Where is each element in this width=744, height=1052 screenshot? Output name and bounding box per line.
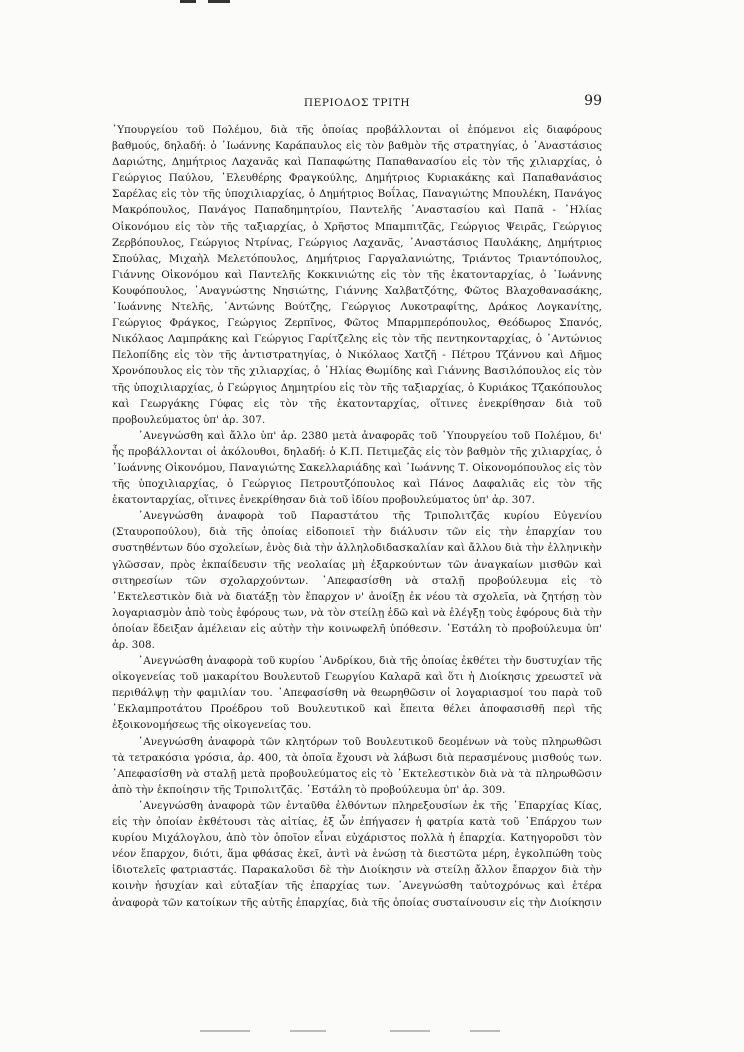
page-number: 99: [584, 93, 602, 109]
paragraph: ᾿Ανεγνώσθη ἀναφορὰ τοῦ Παραστάτου τῆς Τριπολιτζᾶς κυρίου Εὐγενίου (Σταυροπούλου), διὰ τῆς ὁποίας εἰδοποιεῖ τὴν διάλυσιν τῶν εἰς τὴν ἐπαρχίαν του συστηθέντων δύο σχολείων, ἑνὸς διὰ τὴν ἀλληλοδιδασκαλίαν καὶ ἄλλου διὰ τὴν ἑλληνικὴν γλῶσσαν, πρὸς ἐκπαίδευσιν τῆς νεολαίας μὴ ἐξαρκούντων τῶν ἀναγκαίων μισθῶν καὶ σιτηρεσίων τῶν σχολαρχούντων. ᾿Απεφασίσθη νὰ σταλῇ προβούλευμα εἰς τὸ ᾿Εκτελεστικὸν διὰ νὰ διατάξῃ τὸν ἔπαρχον ν' ἀνοίξῃ ἐκ νέου τὰ σχολεῖα, νὰ ζητήσῃ τὸν λογαριασμὸν ἀπὸ τοὺς ἐφόρους των, νὰ τὸν στείλῃ ἐδῶ καὶ νὰ ἐλέγξῃ τοὺς ἐφόρους διὰ τὴν ὁποίαν ἔδειξαν ἀμέλειαν εἰς αὐτὴν τὴν κοινωφελῆ ὑπόθεσιν. ᾿Εστάλη τὸ προβούλευμα ὑπ' ἀρ. 308.: [112, 510, 602, 651]
scan-edge-marks: [0, 0, 744, 8]
paragraph: ᾿Ανεγνώσθη καὶ ἄλλο ὑπ' ἀρ. 2380 μετὰ ἀναφορᾶς τοῦ ῾Υπουργείου τοῦ Πολέμου, δι' ἧς προβάλλονται οἱ ἀκόλουθοι, δηλαδή: ὁ Κ.Π. Πετιμεζᾶς εἰς τὸν βαθμὸν τῆς χιλιαρχίας, ὁ ᾿Ιωάννης Οἰκονόμου, Παναγιώτης Σακελλαριάδης καὶ ᾿Ιωάννης Τ. Οἰκονομόπουλος εἰς τὸν τῆς ὑποχιλιαρχίας, ὁ Γεώργιος Πετρουτζόπουλος καὶ Πάνος Δαφαλιᾶς εἰς τὸν τῆς ἑκατονταρχίας, οἵτινες ἐνεκρίθησαν διὰ τοῦ ἰδίου προβουλεύματος ὑπ' ἀρ. 307.: [112, 429, 602, 507]
scan-bottom-marks: [0, 1030, 744, 1036]
paragraph: ᾿Ανεγνώσθη ἀναφορὰ τῶν ἐνταῦθα ἐλθόντων πληρεξουσίων ἐκ τῆς ᾿Επαρχίας Κίας, εἰς τὴν ὁποίαν ἐκθέτουσι τὰς αἰτίας, ἐξ ὧν ἐπήγασεν ἡ φατρία κατὰ τοῦ ᾿Επάρχου των κυρίου Μιχάλογλου, ἀπὸ τὸν ὁποῖον εἶναι εὐχάριστος πολλὰ ἡ ἐπαρχία. Κατηγοροῦσι τὸν νέον ἔπαρχον, διότι, ἅμα φθάσας ἐκεῖ, ἀντὶ νὰ ἑνώσῃ τὰ διεστῶτα μέρη, ἐγκολπώθη τοὺς ἰδιοτελεῖς φατριαστάς. Παρακαλοῦσι δὲ τὴν Διοίκησιν νὰ στείλῃ ἄλλον ἔπαρχον διὰ τὴν κοινὴν ἡσυχίαν καὶ εὐταξίαν τῆς ἐπαρχίας των. ᾿Ανεγνώσθη ταὐτοχρόνως καὶ ἑτέρα ἀναφορὰ τῶν κατοίκων τῆς αὐτῆς ἐπαρχίας, διὰ τῆς ὁποίας συσταίνουσιν εἰς τὴν Διοίκησιν: [112, 799, 602, 909]
paragraph: ᾿Ανεγνώσθη ἀναφορὰ τοῦ κυρίου ᾿Ανδρίκου, διὰ τῆς ὁποίας ἐκθέτει τὴν δυστυχίαν τῆς οἰκογενείας τοῦ μακαρίτου Βουλευτοῦ Γεωργίου Καλαρᾶ καὶ ὅτι ἡ Διοίκησις χρεωστεῖ νὰ περιθάλψῃ τὴν φαμιλίαν του. ᾿Απεφασίσθη νὰ θεωρηθῶσιν οἱ λογαριασμοί του παρὰ τοῦ ᾿Εκλαμπροτάτου Προέδρου τοῦ Βουλευτικοῦ καὶ ἔπειτα θέλει ἀποφασισθῆ περὶ τῆς ἐξοικονομήσεως τῆς οἰκογενείας του.: [112, 655, 602, 732]
body-text: [112, 122, 602, 911]
paragraph: ῾Υπουργείου τοῦ Πολέμου, διὰ τῆς ὁποίας προβάλλονται οἱ ἑπόμενοι εἰς διαφόρους βαθμούς, δηλαδή: ὁ ᾿Ιωάννης Καράπαυλος εἰς τὸν βαθμὸν τῆς στρατηγίας, ὁ ᾿Αναστάσιος Δαριώτης, Δημήτριος Λαχανᾶς καὶ Παπαφώτης Παπαθανασίου εἰς τὸν τῆς χιλιαρχίας, ὁ Γεώργιος Παύλου, ᾿Ελευθέρης Φραγκούλης, Δημήτριος Κυριακάκης καὶ Παπαθανάσιος Σαρέλας εἰς τὸν τῆς ὑποχιλιαρχίας, ὁ Δημήτριος Βοΐλας, Παναγιώτης Μπουλέκη, Πανάγος Μακρόπουλος, Πανάγος Παπαδημητρίου, Παντελῆς ᾿Αναστασίου καὶ Παπᾶ - ᾿Ηλίας Οἰκονόμου εἰς τὸν τῆς ταξιαρχίας, ὁ Χρῆστος Μπαμπιτζᾶς, Γεώργιος Ψειρᾶς, Γεώργιος Ζερβόπουλος, Γεώργιος Ντρίνας, Γεώργιος Λαχανᾶς, ᾿Αναστάσιος Παυλάκης, Δημήτριος Σπούλας, Μιχαὴλ Μελετόπουλος, Δημήτριος Γαργαλανιώτης, Τριάντος Τριαντόπουλος, Γιάννης Οἰκονόμου καὶ Παντελῆς Κοκκινιώτης εἰς τὸν τῆς ἑκατονταρχίας, ὁ ᾿Ιωάννης Κουφόπουλος, ᾿Αναγνώστης Νησιώτης, Γιάννης Χαλβατζότης, Φῶτος Βλαχοθανασάκης, ᾿Ιωάννης Ντελῆς, ᾿Αντώνης Βούτζης, Γεώργιος Λυκοτραφίτης, Δράκος Λογκανίτης, Γεώργιος Φράγκος, Γεώργιος Ζερπῖνος, Φῶτος Μπαρμπερόπουλος, Θεόδωρος Σπανός, Νικόλαος Λαμπράκης καὶ Γεώργιος Γαρίτζελης εἰς τὸν τῆς πεντηκονταρχίας, ὁ ᾿Αντώνιος Πελοπίδης εἰς τὸν τῆς ἀντιστρατηγίας, ὁ Νικόλαος Χατζῆ - Πέτρου Τζάννου καὶ Δῆμος Χρονόπουλος εἰς τὸν τῆς χιλιαρχίας, ὁ ᾿Ηλίας Θωμίδης καὶ Γιάννης Βασιλόπουλος εἰς τὸν τῆς ὑποχιλιαρχίας, ὁ Γεώργιος Δημητρίου εἰς τὸν τῆς ταξιαρχίας, ὁ Κυριάκος Τζακόπουλος καὶ Γεωργάκης Γύφας εἰς τὸν τῆς ἑκατονταρχίας, οἵτινες ἐνεκρίθησαν διὰ τοῦ προβουλεύματος ὑπ' ἀρ. 307.: [112, 124, 602, 426]
running-head: ΠΕΡΙΟΔΟΣ ΤΡΙΤΗ: [303, 97, 411, 109]
paragraph: ᾿Ανεγνώσθη ἀναφορὰ τῶν κλητόρων τοῦ Βουλευτικοῦ δεομένων νὰ τοὺς πληρωθῶσι τὰ τετρακόσια γρόσια, ἀρ. 400, τὰ ὁποῖα ἔχουσι νὰ λάβωσι διὰ περασμένους μισθούς των. ᾿Απεφασίσθη νὰ σταλῇ μετὰ προβουλεύματος εἰς τὸ ᾿Εκτελεστικὸν διὰ νὰ τὰ πληρωθῶσιν ἀπὸ τὴν ἐκποίησιν τῆς Τριπολιτζᾶς. ᾿Εστάλη τὸ προβούλευμα ὑπ' ἀρ. 309.: [112, 735, 602, 796]
page-header: [112, 93, 602, 113]
